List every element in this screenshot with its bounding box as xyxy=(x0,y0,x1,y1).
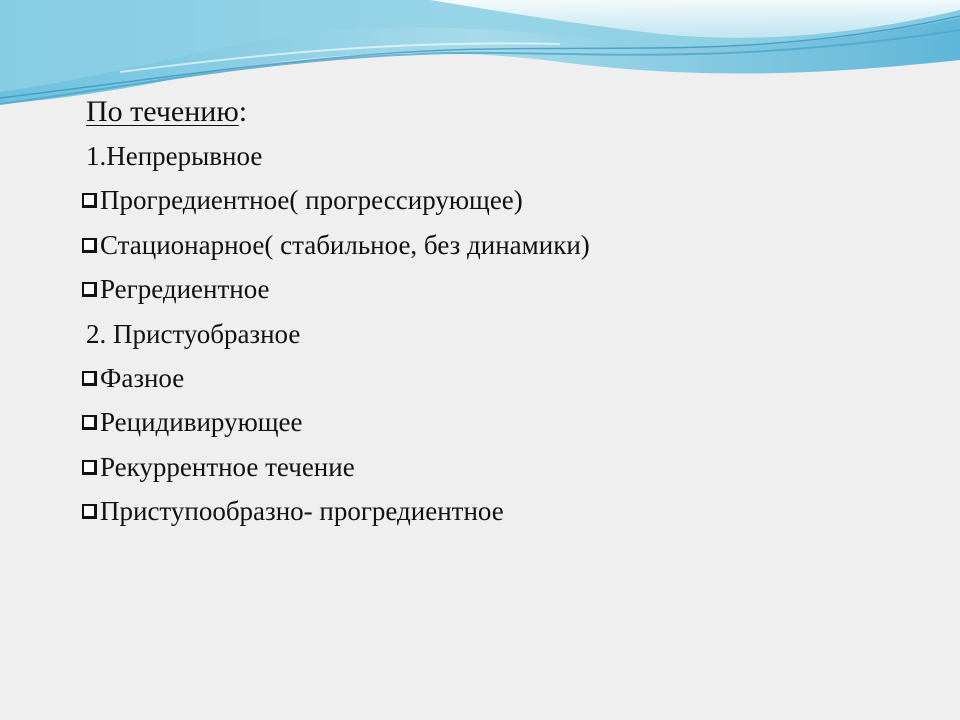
list-item-bullet xyxy=(82,400,906,444)
checkbox-bullet-icon xyxy=(82,282,97,297)
list-item-bullet xyxy=(82,445,906,489)
checkbox-bullet-icon xyxy=(82,460,97,475)
slide-content xyxy=(86,92,906,534)
item-text: 1.Непрерывное xyxy=(86,141,263,171)
list-item-numbered xyxy=(86,134,906,178)
heading-text: По течению xyxy=(86,95,239,128)
item-text: 2. Пристуобразное xyxy=(86,318,301,349)
item-text: Прогредиентное( прогрессирующее) xyxy=(100,185,523,216)
checkbox-bullet-icon xyxy=(82,504,97,519)
list-item-bullet xyxy=(82,356,906,400)
list-item-numbered xyxy=(86,312,906,356)
item-text: Приступообразно- прогредиентное xyxy=(100,496,504,527)
checkbox-bullet-icon xyxy=(82,415,97,430)
item-text: Рецидивирующее xyxy=(100,407,303,438)
heading-colon: : xyxy=(238,95,248,128)
item-text: Стационарное( стабильное, без динамики) xyxy=(100,229,590,260)
item-text: Фазное xyxy=(100,363,185,394)
list-item-bullet xyxy=(82,223,906,267)
item-text: Рекуррентное течение xyxy=(100,451,355,482)
checkbox-bullet-icon xyxy=(82,371,97,386)
checkbox-bullet-icon xyxy=(82,193,97,208)
list-item-bullet xyxy=(82,267,906,311)
slide-heading xyxy=(86,92,906,132)
list-item-bullet xyxy=(82,178,906,222)
item-text: Регредиентное xyxy=(100,274,270,305)
checkbox-bullet-icon xyxy=(82,238,97,253)
list-item-bullet xyxy=(82,489,906,533)
